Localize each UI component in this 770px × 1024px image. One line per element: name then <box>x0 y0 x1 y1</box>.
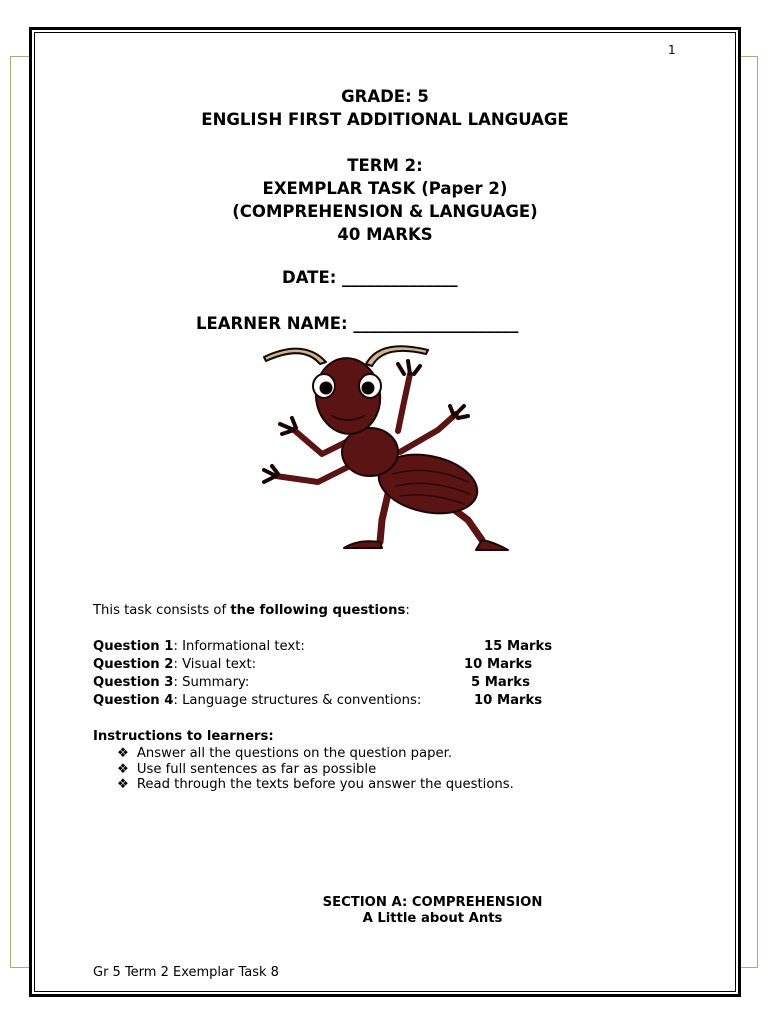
term-heading: TERM 2: <box>347 156 423 175</box>
list-item <box>117 746 514 762</box>
instructions-list <box>117 746 514 793</box>
subject-heading: ENGLISH FIRST ADDITIONAL LANGUAGE <box>201 110 569 129</box>
question-row <box>93 657 573 672</box>
question-row <box>93 675 573 690</box>
question-marks: 15 Marks <box>484 639 553 654</box>
intro-bold: the following questions <box>230 603 406 618</box>
page-number: 1 <box>668 43 676 57</box>
page-footer: Gr 5 Term 2 Exemplar Task 8 <box>93 965 279 980</box>
learner-name-field[interactable] <box>196 314 518 333</box>
question-desc: : Summary: <box>173 675 250 690</box>
date-label: DATE: <box>282 268 343 287</box>
instructions-title: Instructions to learners: <box>93 729 274 744</box>
question-marks: 10 Marks <box>464 657 533 672</box>
question-desc: : Informational text: <box>173 639 305 654</box>
instruction-text: Read through the texts before you answer the questions. <box>136 777 514 792</box>
learner-name-label: LEARNER NAME: <box>196 314 354 333</box>
question-row <box>93 639 573 654</box>
ant-illustration <box>258 334 520 556</box>
bullet-icon: ❖ <box>117 761 129 777</box>
list-item <box>117 777 514 793</box>
question-label: Question 4 <box>93 693 174 708</box>
date-field[interactable] <box>282 268 458 287</box>
question-row <box>93 693 573 708</box>
learner-name-blank[interactable]: ____________________ <box>353 314 519 333</box>
intro-suffix: : <box>405 603 410 618</box>
total-marks-heading: 40 MARKS <box>337 225 433 244</box>
section-subtitle: A Little about Ants <box>362 911 503 926</box>
date-blank[interactable]: ______________ <box>342 268 458 287</box>
question-label: Question 1 <box>93 639 174 654</box>
section-title: SECTION A: COMPREHENSION <box>322 895 543 910</box>
instruction-text: Answer all the questions on the question paper. <box>136 746 453 761</box>
paper-type-heading: (COMPREHENSION & LANGUAGE) <box>232 202 538 221</box>
question-desc: : Visual text: <box>173 657 257 672</box>
question-label: Question 3 <box>93 675 174 690</box>
list-item <box>117 762 514 778</box>
question-desc: : Language structures & conventions: <box>173 693 422 708</box>
grade-heading: GRADE: 5 <box>341 87 429 106</box>
question-marks: 5 Marks <box>471 675 530 690</box>
bullet-icon: ❖ <box>117 746 129 761</box>
task-heading: EXEMPLAR TASK (Paper 2) <box>262 179 508 198</box>
instruction-text: Use full sentences as far as possible <box>136 761 377 777</box>
intro-prefix: This task consists of <box>93 603 231 618</box>
question-marks: 10 Marks <box>474 693 543 708</box>
question-label: Question 2 <box>93 657 174 672</box>
bullet-icon: ❖ <box>117 777 129 792</box>
task-intro <box>93 603 410 618</box>
